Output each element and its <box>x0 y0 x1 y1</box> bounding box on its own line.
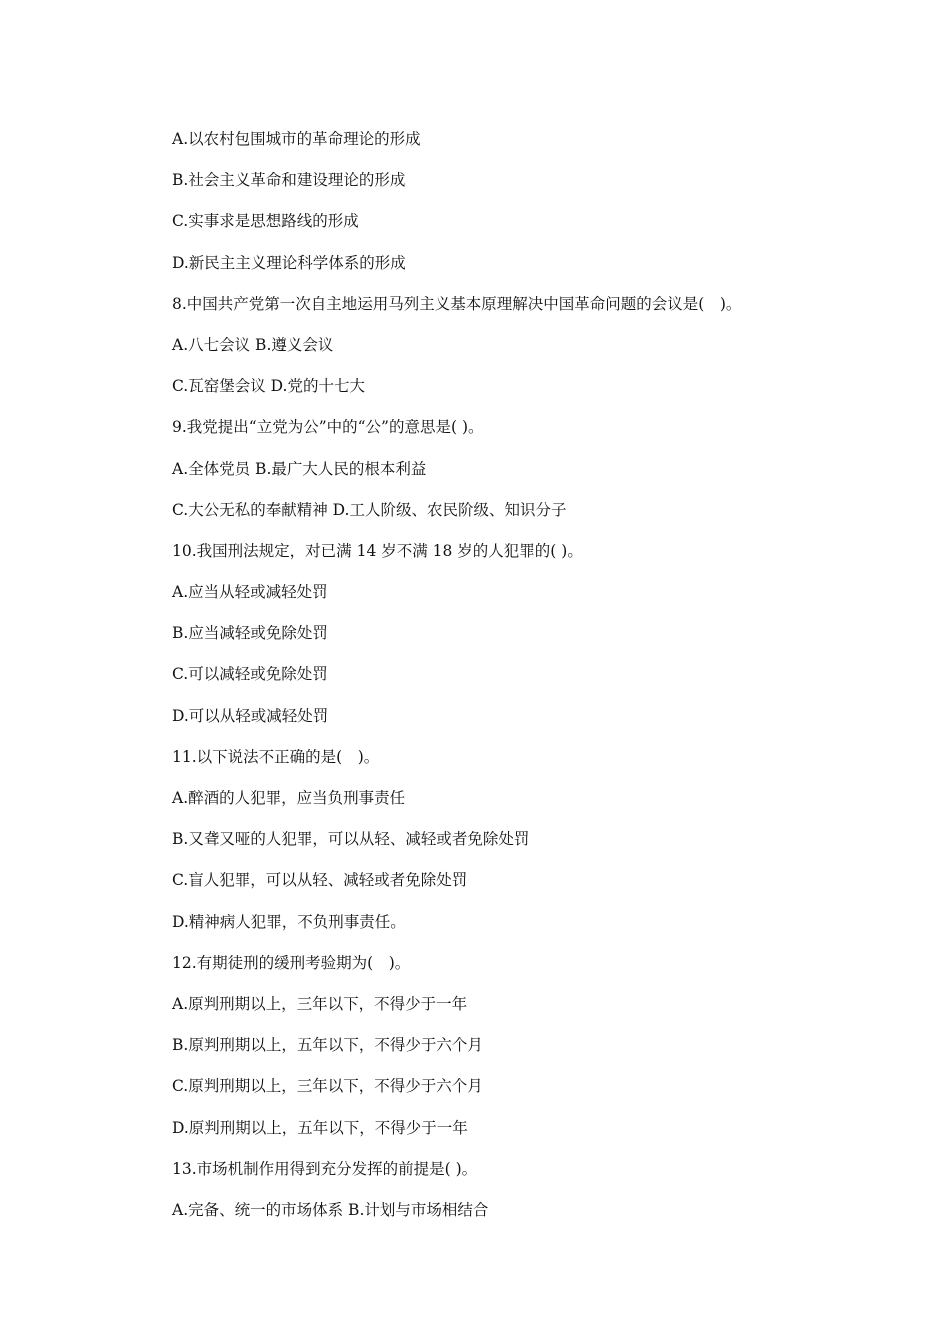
option-line: B.应当减轻或免除处罚 <box>172 624 328 643</box>
question-line: 9.我党提出“立党为公”中的“公”的意思是( )。 <box>172 418 484 437</box>
question-line: 10.我国刑法规定，对已满 14 岁不满 18 岁的人犯罪的( )。 <box>172 541 583 560</box>
option-line: C.实事求是思想路线的形成 <box>172 212 359 231</box>
option-line: A.以农村包围城市的革命理论的形成 <box>172 130 421 148</box>
question-line: 13.市场机制作用得到充分发挥的前提是( )。 <box>172 1159 478 1178</box>
option-line: D.可以从轻或减轻处罚 <box>172 706 329 725</box>
option-line: B.又聋又哑的人犯罪，可以从轻、减轻或者免除处罚 <box>172 830 530 849</box>
option-line: A.应当从轻或减轻处罚 <box>172 583 328 602</box>
question-line: 8.中国共产党第一次自主地运用马列主义基本原理解决中国革命问题的会议是( )。 <box>172 294 742 313</box>
question-line: 11.以下说法不正确的是( )。 <box>172 747 380 766</box>
option-line: D.原判刑期以上，五年以下，不得少于一年 <box>172 1118 468 1137</box>
question-text-block <box>172 127 892 1239</box>
option-line: C.原判刑期以上，三年以下，不得少于六个月 <box>172 1077 483 1096</box>
option-line: D.新民主主义理论科学体系的形成 <box>172 253 406 272</box>
option-line: A.全体党员 B.最广大人民的根本利益 <box>172 459 427 478</box>
option-line: C.盲人犯罪，可以从轻、减轻或者免除处罚 <box>172 871 468 890</box>
option-line: B.原判刑期以上，五年以下，不得少于六个月 <box>172 1036 483 1055</box>
option-line: C.瓦窑堡会议 D.党的十七大 <box>172 377 365 396</box>
option-line: A.完备、统一的市场体系 B.计划与市场相结合 <box>172 1200 489 1219</box>
option-line: A.原判刑期以上，三年以下，不得少于一年 <box>172 994 468 1013</box>
option-line: C.可以减轻或免除处罚 <box>172 665 328 684</box>
question-line: 12.有期徒刑的缓刑考验期为( )。 <box>172 953 411 972</box>
option-line: A.醉酒的人犯罪，应当负刑事责任 <box>172 789 406 807</box>
option-line: B.社会主义革命和建设理论的形成 <box>172 171 406 190</box>
option-line: C.大公无私的奉献精神 D.工人阶级、农民阶级、知识分子 <box>172 500 567 519</box>
option-line: D.精神病人犯罪，不负刑事责任。 <box>172 912 406 931</box>
option-line: A.八七会议 B.遵义会议 <box>172 335 334 354</box>
